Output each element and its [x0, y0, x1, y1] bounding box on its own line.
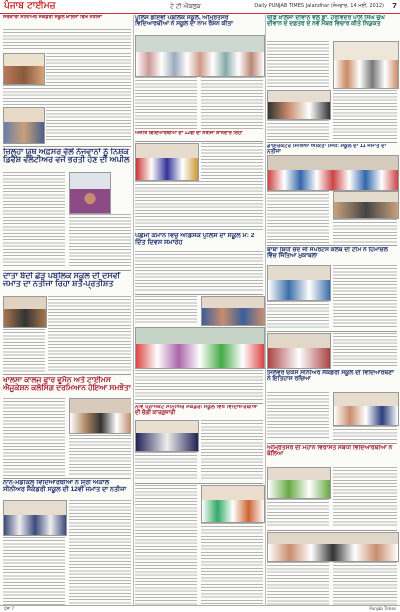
divider: [267, 142, 397, 143]
divider: [3, 146, 131, 147]
article-headline: ਨੀਂਵ ਪ੍ਰਾਜੈਕਟ ਸੀਨੀਅਰ ਸੈਕੰਡਰੀ ਸਕੂਲ ਵਿਖੇ ਵਿਦਿਆਰਥੀਆਂ ਦੀ ਚੰਗੀ ਕਾਰਗੁਜ਼ਾਰੀ: [135, 405, 258, 416]
article-headline: ਅੰਮ੍ਰਿਤਸਰ ਦੀ ਮਹਾਨ ਵਿਰਾਸਤ ਸਬੰਧੀ ਵਿਦਿਆਰਥੀਆਂ ਨੇ ਬੋਲਿਆ: [267, 445, 393, 458]
article: [267, 445, 397, 465]
article-body: [135, 485, 197, 605]
article-photo: [135, 420, 199, 452]
article-body: [135, 452, 197, 480]
footer-left: ਪੰਨਾ 7: [4, 606, 15, 611]
article-photo: [201, 485, 265, 523]
article-body: [333, 467, 397, 527]
article-body: [135, 370, 263, 400]
article-body: [201, 143, 263, 179]
article-body: [201, 77, 263, 129]
divider: [3, 374, 131, 375]
column-2: [135, 15, 263, 605]
article-photo: [3, 500, 67, 536]
article-body: [333, 333, 397, 367]
article-photo: [3, 53, 45, 85]
masthead-section: ਟੇ ਟੀ ਐਂਕਲੁਕ: [170, 3, 201, 10]
article-body: [333, 90, 397, 140]
divider: [3, 270, 131, 271]
article: [3, 15, 131, 51]
article-photo: [267, 333, 331, 369]
article-body: [135, 181, 263, 231]
article-body: [135, 77, 197, 129]
article-body: [267, 499, 329, 527]
article: [135, 405, 263, 419]
divider: [267, 245, 397, 246]
article: [3, 148, 131, 268]
article-body: [333, 426, 397, 440]
article-headline: ਡਾਇਰੈਕਟਰ ਸਿੱਖਿਆ ਅੰਕਿਤਾ ਸਿੰਘ: ਸਕੂਲ ਦਾ 11 ਜਮਾਤ ਦਾ ਨਤੀਜਾ: [267, 144, 387, 154]
article-photo: [3, 107, 45, 144]
article: [267, 144, 397, 154]
divider: [267, 443, 397, 444]
article: [3, 272, 131, 372]
article-body: [333, 562, 397, 605]
article-body: [135, 251, 263, 291]
article-photo: [69, 398, 131, 434]
article-photo: [267, 265, 331, 301]
article-headline: ਪੁਲਿਸ ਡੀਏਵੀ ਪਬਲਿਕ ਸਕੂਲ, ਅੰਮ੍ਰਿਤਸਰ ਵਿਦਿਆਰਥੀਆਂ ਨੇ ਸਕੂਲ ਦਾ ਨਾਮ ਰੌਸ਼ਨ ਕੀਤਾ: [135, 15, 233, 28]
article: [3, 376, 131, 476]
page-number: 7: [392, 2, 397, 10]
article-headline: ਖਾਲਸਾ ਕਾਲਜ ਫਾਰ ਵੂਮੈਨ ਅਤੇ ਟਾਈਮਸ ਐਜੂਕੇਸ਼ਨ ਕਲੋਸਿੰਗ ਦਰਮਿਆਨ ਹੋਇਆ ਸਮਝੌਤਾ: [3, 376, 131, 392]
article-body: [3, 329, 45, 372]
article-headline: ਸਿਲਵਰ ਓਕਸ ਸੀਨੀਅਰ ਸੈਕੰਡਰੀ ਸਕੂਲ ਦੀ ਵਿਦਿਆਰਥਣਾਂ ਨੇ ਇਤਿਹਾਸ ਰਚਿਆ: [267, 370, 394, 383]
article-photo: [201, 296, 265, 326]
article-body: [135, 296, 197, 324]
article-body: [69, 214, 131, 268]
article-headline: ਸਰਕਾਰੀ ਸੀਨੀਅਰ ਸੈਕੰਡਰੀ ਸਕੂਲ ਖ਼ਾਲਸਾ ਵਿਖੇ ਨਤੀਜਾ: [3, 15, 102, 20]
article-photo: [333, 392, 399, 426]
article-headline: ਪੱਛਮੀ ਕਮਾਨ ਵਿੱਚ ਐਂਡਿਸਕ ਪੁਲਿਸ ਦਾ ਸਕੂਲ ਮ: 2 ਦਿੱਤ ਦਿਵਸ ਸਮਾਰੋਹ: [135, 233, 255, 246]
column-3: [267, 15, 397, 605]
article-body: [46, 53, 131, 83]
divider: [3, 478, 131, 479]
article-body: [3, 29, 131, 51]
article-body: [267, 301, 329, 329]
article-photo: [69, 172, 111, 214]
article-body: [267, 120, 329, 140]
page-footer: [0, 605, 400, 612]
article-photo: [135, 327, 265, 369]
article-photo: [267, 90, 331, 120]
article-photo: [333, 191, 399, 219]
article-photo: [3, 296, 47, 328]
masthead-date: Daily PUNJAB TIMES Jalandhar (ਸੋਮਵਾਰ, 14 ਮਈ, 2012): [254, 3, 384, 9]
article-body: [267, 392, 329, 440]
article-body: [46, 107, 131, 142]
article-body: [3, 537, 65, 605]
article-headline: ਅਜੀਤ ਵਿਦਿਆਰਥੀਆਂ ਦਾ 12ਵੀਂ ਦਾ ਨਤੀਜਾ ਸ਼ਾਨਦਾਰ ਰਿਹਾ: [135, 131, 243, 136]
divider: [135, 483, 263, 484]
article-headline: ਨਾਨ-ਮੈਡੀਕਲ ਵਿਦਿਆਰਥੀਆਂ ਨੇ ਸ੍ਰੀ ਅਕਾਲ ਸੀਨੀਅਰ ਸੈਕੰਡਰੀ ਸਕੂਲ ਦੀ 12ਵੀਂ ਜਮਾਤ ਦਾ ਨਤੀਜਾ: [3, 480, 127, 493]
divider: [135, 141, 263, 142]
column-divider: [133, 15, 134, 605]
article-headline: ਬਾਬਾ ਬਿਧੀ ਚੰਦ ਜੀ ਸਪੋਰਟਸ ਕਲੱਬ ਦੀ ਟੀਮ ਨੇ ਹਿਮਾਚਲ ਵਿੱਚ ਜਿੱਤਿਆ ਮੁਕਾਬਲਾ: [267, 247, 388, 260]
article-body: [48, 296, 131, 372]
article-body: [69, 435, 131, 476]
article: [267, 247, 397, 263]
article-body: [333, 265, 397, 329]
article-photo: [333, 41, 399, 89]
article-headline: ਜ਼ਿਲ੍ਹਾ ਯੂਥ ਅਫ਼ਸਰ ਵੱਲੋਂ ਨੌਜਵਾਨਾਂ ਨੂੰ ਨਿਸ਼ਕ ਡਿਵੈਸ਼ ਵਲੰਟੀਅਰ ਵਜੋਂ ਭਰਤੀ ਹੋਣ ਦੀ ਅਪੀਲ: [3, 148, 130, 165]
article: [135, 233, 263, 249]
article-body: [267, 191, 329, 243]
divider: [267, 331, 397, 332]
article: [267, 15, 397, 39]
article: [135, 15, 263, 35]
article-headline: ਚੀਫ਼ ਖ਼ਾਲਸਾ ਦੀਵਾਨ ਵੱਲੋਂ ਡਾ. ਹਰਵਿੰਦਰ ਪਾਲ ਸਿੰਘ ਚੁੱਘ ਦੀਵਾਨ ਦੇ ਦਫ਼ਤਰ ਦੇ ਨਵੇਂ ਮੈਂਬਰ ਵਿਚਾਰ ਕੀਤੇ ਨਿਯੁਕਤ: [267, 15, 385, 28]
article-photo: [135, 143, 199, 181]
masthead: [0, 0, 400, 14]
article-body: [201, 523, 263, 605]
article: [3, 480, 131, 605]
article-body: [333, 219, 397, 243]
article-body: [3, 172, 65, 268]
footer-right: Punjab Times: [369, 606, 396, 611]
column-1: [3, 15, 131, 605]
article-body: [201, 420, 263, 480]
article: [267, 370, 397, 390]
article-body: [267, 41, 329, 87]
article-body: [3, 85, 131, 105]
column-divider: [265, 15, 266, 605]
article-body: [267, 562, 329, 605]
divider: [267, 530, 397, 531]
article-body: [3, 398, 65, 476]
divider: [135, 403, 263, 404]
article-photo: [267, 467, 331, 499]
article-photo: [267, 155, 399, 191]
divider: [135, 294, 263, 295]
article-body: [69, 500, 131, 605]
article-headline: ਦਾਤਾ ਬੰਦੀ ਛੋੜ ਪਬਲਿਕ ਸਕੂਲ ਦੀ ਦਸਵੀਂ ਜਮਾਤ ਦਾ ਨਤੀਜਾ ਰਿਹਾ ਸ਼ਤ-ਪ੍ਰਤੀਸ਼ਤ: [3, 272, 121, 289]
article-photo: [135, 35, 265, 77]
article: [135, 131, 263, 139]
masthead-brand: ਪੰਜਾਬ ਟਾਈਮਜ਼: [4, 1, 56, 11]
article-photo: [267, 532, 399, 562]
